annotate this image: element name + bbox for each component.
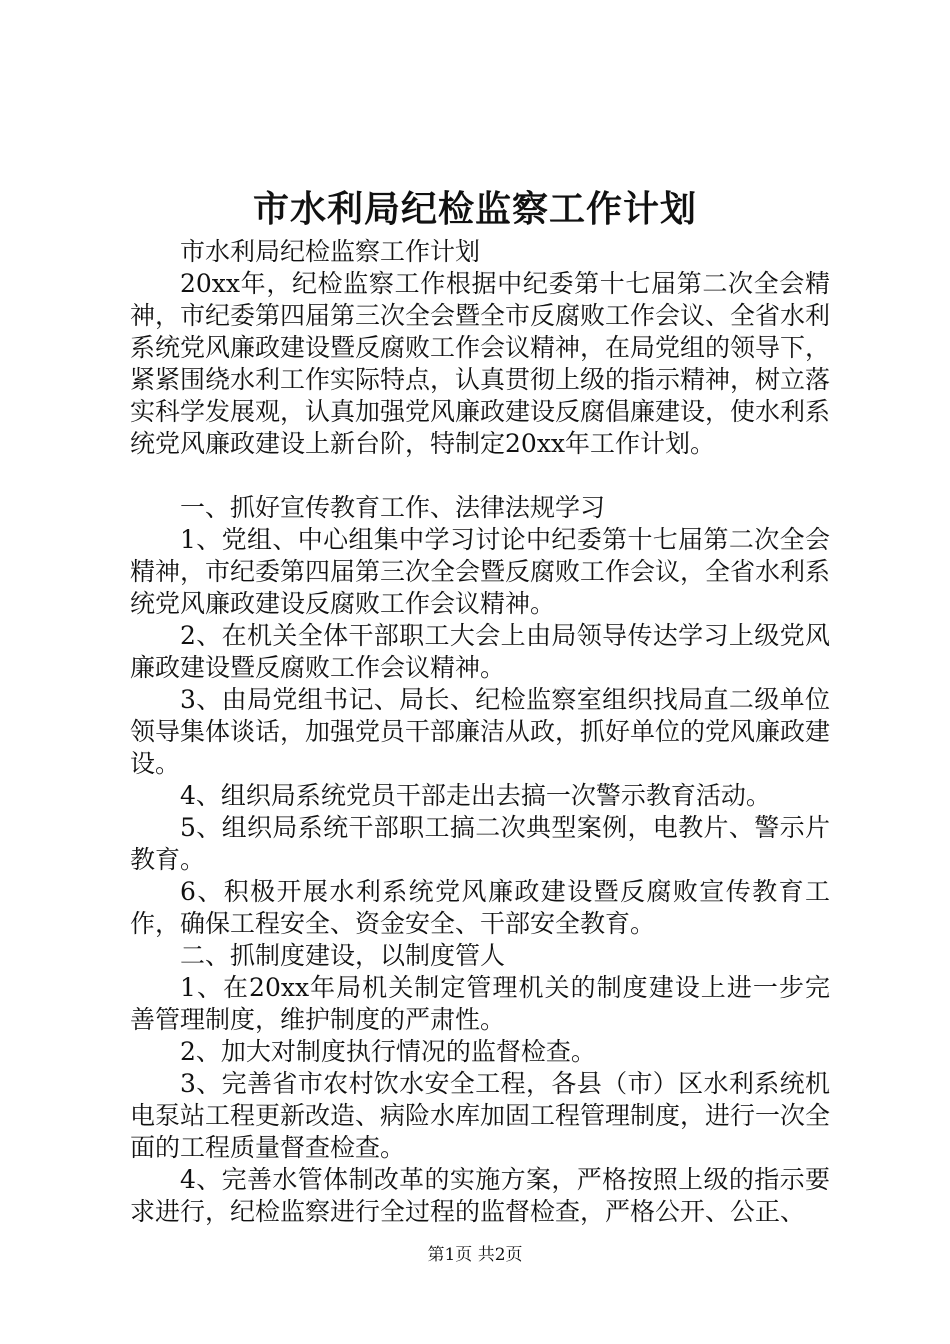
body-paragraph: 市水利局纪检监察工作计划: [180, 237, 481, 266]
body-paragraph: 3、由局党组书记、局长、纪检监察室组织找局直二级单位领导集体谈话，加强党员干部廉洁从政，抓好单位的党风廉政建设。: [130, 685, 831, 778]
body-paragraph: 2、加大对制度执行情况的监督检查。: [180, 1037, 596, 1066]
section-heading: 二、抓制度建设，以制度管人: [180, 941, 506, 970]
body-paragraph: 20xx年，纪检监察工作根据中纪委第十七届第二次全会精神，市纪委第四届第三次全会暨全市反腐败工作会议、全省水利系统党风廉政建设暨反腐败工作会议精神，在局党组的领导下，紧紧围绕水利工作实际特点，认真贯彻上级的指示精神，树立落实科学发展观，认真加强党风廉政建设反腐倡廉建设，使水利系统党风廉政建设上新台阶，特制定20xx年工作计划。: [130, 269, 831, 458]
body-paragraph: 4、组织局系统党员干部走出去搞一次警示教育活动。: [180, 781, 771, 810]
page-footer: 第1页 共2页: [427, 1245, 523, 1265]
section-heading: 一、抓好宣传教育工作、法律法规学习: [180, 493, 606, 522]
document-body: [130, 236, 830, 1228]
body-paragraph: 3、完善省市农村饮水安全工程，各县（市）区水利系统机电泵站工程更新改造、病险水库加固工程管理制度，进行一次全面的工程质量督查检查。: [130, 1069, 831, 1162]
body-paragraph: 6、积极开展水利系统党风廉政建设暨反腐败宣传教育工作，确保工程安全、资金安全、干部安全教育。: [130, 877, 830, 938]
body-paragraph: 2、在机关全体干部职工大会上由局领导传达学习上级党风廉政建设暨反腐败工作会议精神。: [130, 621, 830, 682]
document-title: 市水利局纪检监察工作计划: [252, 188, 697, 230]
body-paragraph: 1、党组、中心组集中学习讨论中纪委第十七届第二次全会精神，市纪委第四届第三次全会暨反腐败工作会议，全省水利系统党风廉政建设反腐败工作会议精神。: [130, 525, 831, 618]
body-paragraph: 4、完善水管体制改革的实施方案，严格按照上级的指示要求进行，纪检监察进行全过程的监督检查，严格公开、公正、: [130, 1165, 830, 1226]
body-paragraph: 5、组织局系统干部职工搞二次典型案例，电教片、警示片教育。: [130, 813, 830, 874]
body-paragraph: 1、在20xx年局机关制定管理机关的制度建设上进一步完善管理制度，维护制度的严肃性。: [130, 973, 830, 1034]
